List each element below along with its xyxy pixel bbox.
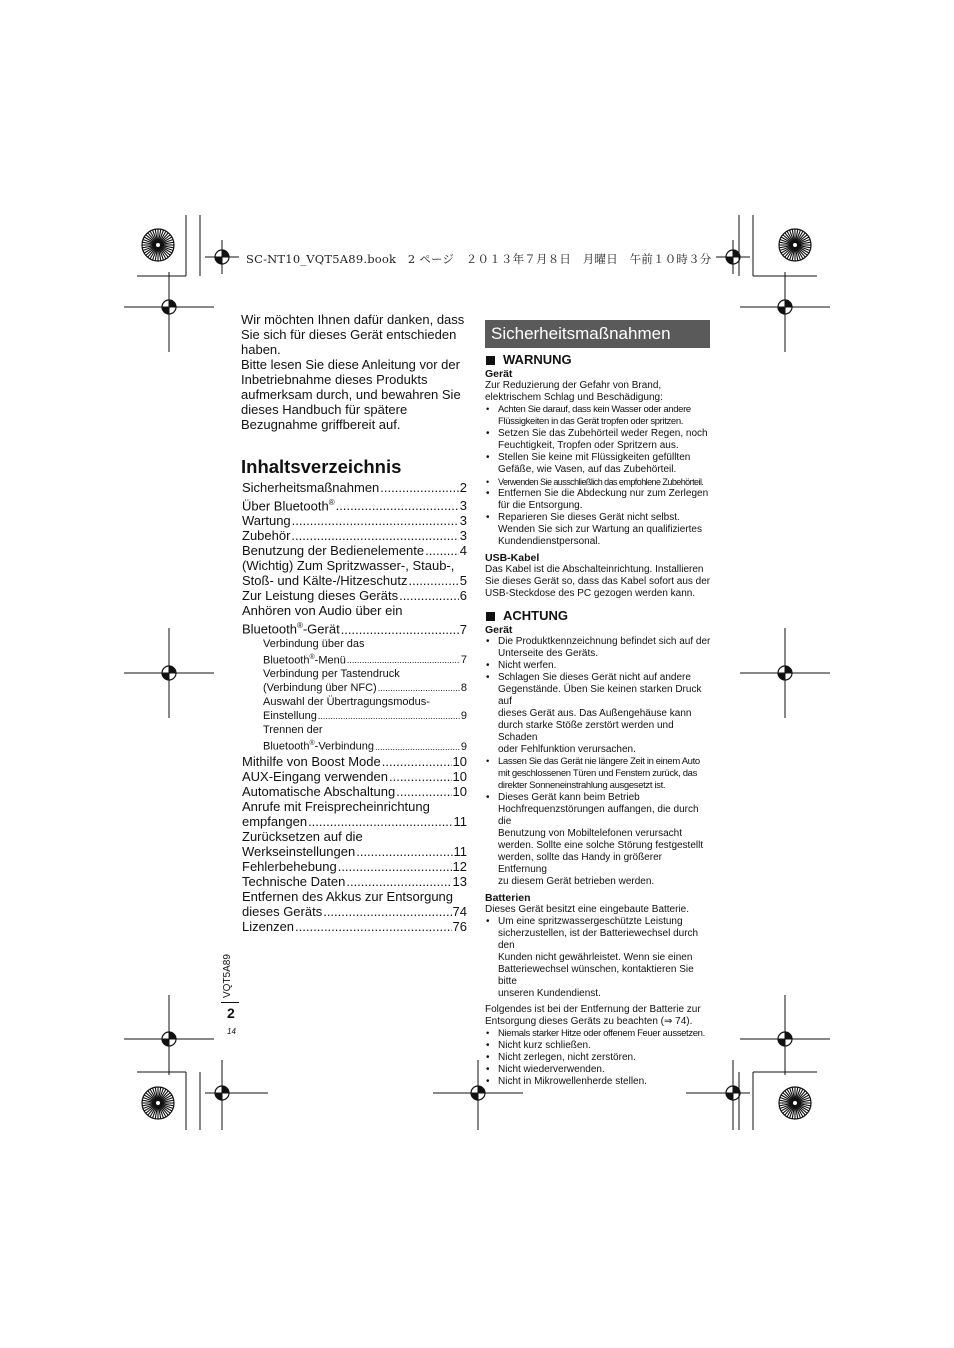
intro-text: Wir möchten Ihnen dafür danken, dass Sie sich für dieses Gerät entschieden haben. Bitte lesen Sie diese Anleitung vor der Inbetriebnahme dieses Produkts aufmerksam durch, und bewahren Sie dieses Handbuch für spätere Bezugnahme griffbereit auf. [241, 312, 465, 432]
divider [221, 1002, 239, 1003]
starburst-icon [142, 1087, 174, 1119]
list-item: • Niemals starker Hitze oder offenem Feuer aussetzen. [485, 1028, 713, 1040]
bullet-list [485, 404, 713, 548]
book-header: SC-NT10_VQT5A89.book 2 ページ ２０１３年７月８日 月曜日 午前１０時３分 [246, 252, 712, 266]
toc-entry[interactable]: Anrufe mit Freisprecheinrichtung empfangen ..... 11 [242, 799, 467, 829]
toc-title: Inhaltsverzeichnis [241, 456, 402, 477]
paragraph: Folgendes ist bei der Entfernung der Batterie zur Entsorgung dieses Geräts zu beachten (⇒ 74). [485, 1004, 701, 1027]
toc-entry[interactable]: Automatische Abschaltung ..... 10 [242, 784, 467, 799]
list-item: • Schlagen Sie dieses Gerät nicht auf andere Gegenstände. Üben Sie keinen starken Druck auf dieses Gerät aus. Das Außengehäuse kann durch starke Stöße zerstört werden und Schaden oder Fehlfunktion verursachen. [485, 672, 713, 756]
bullet-list [485, 636, 713, 888]
subheading: Gerät [485, 624, 513, 636]
toc-entry[interactable]: Zur Leistung dieses Geräts ..... 6 [242, 588, 467, 603]
safety-section [485, 352, 713, 1088]
toc-entry[interactable]: Benutzung der Bedienelemente ..... 4 [242, 543, 467, 558]
toc-entry[interactable]: Lizenzen ..... 76 [242, 919, 467, 934]
model-code: VQT5A89 [222, 954, 233, 998]
toc-entry[interactable]: AUX-Eingang verwenden ..... 10 [242, 769, 467, 784]
bullet-list [485, 916, 713, 1000]
registration-mark-icon [716, 240, 750, 274]
subheading: USB-Kabel [485, 552, 540, 564]
list-item: • Um eine spritzwassergeschützte Leistung sicherzustellen, ist der Batteriewechsel durch den Kunden nicht gewährleistet. Wenn sie einen Batteriewechsel wünschen, kontaktieren Sie bitte unseren Kundendienst. [485, 916, 713, 1000]
subheading: Batterien [485, 892, 531, 904]
square-bullet-icon [486, 612, 495, 621]
toc-entry[interactable]: Zubehör ..... 3 [242, 528, 467, 543]
starburst-icon [779, 229, 811, 261]
subheading: Gerät [485, 368, 513, 380]
page-number: 2 [227, 1005, 235, 1021]
list-item: • Die Produktkennzeichnung befindet sich auf der Unterseite des Geräts. [485, 636, 713, 660]
toc-entry[interactable]: Fehlerbehebung ..... 12 [242, 859, 467, 874]
toc-subentry[interactable]: Verbindung über das Bluetooth®-Menü ..... 7 [242, 637, 467, 668]
paragraph: Das Kabel ist die Abschalteinrichtung. Installieren Sie dieses Gerät so, dass das Kabel sofort aus der USB-Steckdose des PC gezogen werden kann. [485, 564, 711, 599]
list-item: • Nicht werfen. [485, 660, 713, 672]
bullet-list [485, 1028, 713, 1088]
list-item: • Verwenden Sie ausschließlich das empfohlene Zubehörteil. [485, 476, 713, 488]
toc-entry[interactable]: Entfernen des Akkus zur Entsorgung dieses Geräts ..... 74 [242, 889, 467, 919]
paragraph: Dieses Gerät besitzt eine eingebaute Batterie. [485, 904, 690, 915]
toc-entry[interactable]: Sicherheitsmaßnahmen ..... 2 [242, 480, 467, 495]
list-item: • Setzen Sie das Zubehörteil weder Regen, noch Feuchtigkeit, Tropfen oder Spritzern aus. [485, 428, 713, 452]
toc-subentry[interactable]: Verbindung per Tastendruck (Verbindung über NFC) ..... 8 [242, 667, 467, 695]
toc-entry[interactable]: Wartung ..... 3 [242, 513, 467, 528]
warnung-heading: WARNUNG [485, 352, 713, 368]
list-item: • Reparieren Sie dieses Gerät nicht selbst. Wenden Sie sich zur Wartung an qualifiziertes Kundendienstpersonal. [485, 512, 713, 548]
paragraph: Zur Reduzierung der Gefahr von Brand, elektrischem Schlag und Beschädigung: [485, 380, 663, 403]
achtung-heading: ACHTUNG [485, 608, 713, 624]
square-bullet-icon [486, 356, 495, 365]
list-item: • Nicht in Mikrowellenherde stellen. [485, 1076, 713, 1088]
toc-entry[interactable]: Über Bluetooth® ..... 3 [242, 495, 467, 513]
page-small-number: 14 [227, 1027, 236, 1036]
toc-entry[interactable]: Mithilfe von Boost Mode ..... 10 [242, 754, 467, 769]
list-item: • Nicht zerlegen, nicht zerstören. [485, 1052, 713, 1064]
list-item: • Dieses Gerät kann beim Betrieb Hochfrequenzstörungen auffangen, die durch die Benutzung von Mobiltelefonen verursacht werden. Sollte eine solche Störung festgestellt werden, sollte das Handy in größerer Entfernung zu diesem Gerät betrieben werden. [485, 792, 713, 888]
toc-subentry[interactable]: Trennen der Bluetooth®-Verbindung ..... 9 [242, 723, 467, 754]
toc-entry[interactable]: (Wichtig) Zum Spritzwasser-, Staub-, Stoß- und Kälte-/Hitzeschutz ..... 5 [242, 558, 467, 588]
toc-entry[interactable]: Zurücksetzen auf die Werkseinstellungen ..... 11 [242, 829, 467, 859]
registration-mark-icon [205, 240, 239, 274]
toc-entry[interactable]: Anhören von Audio über ein Bluetooth®-Gerät ..... 7 [242, 603, 467, 636]
table-of-contents [242, 480, 467, 934]
starburst-icon [142, 229, 174, 261]
list-item: • Achten Sie darauf, dass kein Wasser oder andere Flüssigkeiten in das Gerät tropfen oder spritzen. [485, 404, 713, 428]
list-item: • Entfernen Sie die Abdeckung nur zum Zerlegen für die Entsorgung. [485, 488, 713, 512]
starburst-icon [779, 1087, 811, 1119]
toc-subentry[interactable]: Auswahl der Übertragungsmodus- Einstellung ..... 9 [242, 695, 467, 723]
toc-entry[interactable]: Technische Daten ..... 13 [242, 874, 467, 889]
list-item: • Stellen Sie keine mit Flüssigkeiten gefüllten Gefäße, wie Vasen, auf das Zubehörteil. [485, 452, 713, 476]
list-item: • Lassen Sie das Gerät nie längere Zeit in einem Auto mit geschlossenen Türen und Fenstern zurück, das direkter Sonneneinstrahlung ausgesetzt ist. [485, 756, 713, 792]
section-title: Sicherheitsmaßnahmen [485, 320, 710, 348]
list-item: • Nicht wiederverwenden. [485, 1064, 713, 1076]
list-item: • Nicht kurz schließen. [485, 1040, 713, 1052]
